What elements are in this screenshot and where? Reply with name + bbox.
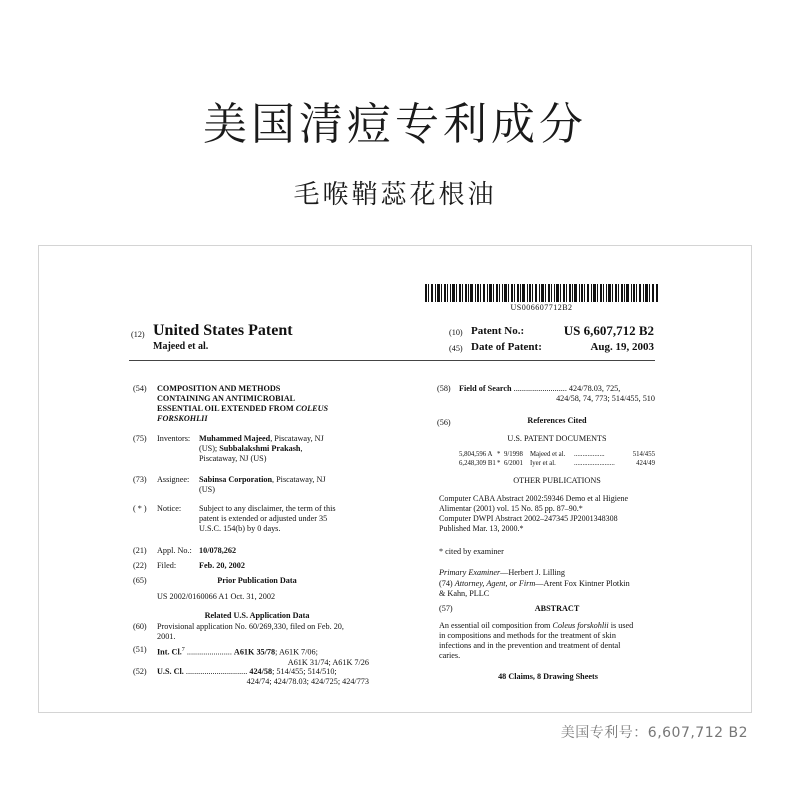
fos-text	[459, 384, 655, 404]
inventor-loc: , Piscataway, NJ	[270, 434, 324, 443]
ref-class: 424/49	[636, 460, 655, 467]
references-heading: References Cited	[527, 416, 587, 425]
reference-row	[459, 459, 655, 468]
inventors-value	[199, 434, 359, 464]
examiner-name: —Herbert J. Lilling	[500, 568, 565, 577]
references-code: (56)	[437, 418, 451, 427]
inventors-label: Inventors:	[157, 434, 191, 443]
abstract-span: An essential oil composition from	[439, 621, 551, 630]
provisional-line: 2001.	[157, 632, 176, 641]
inventor-short: Majeed et al.	[153, 341, 209, 352]
other-pub-text	[439, 494, 657, 534]
ref-name: Majeed et al.	[530, 451, 566, 458]
inventors-code: (75)	[133, 434, 147, 443]
header-code-45: (45)	[449, 344, 463, 353]
barcode-bars	[425, 284, 658, 302]
barcode	[425, 284, 658, 302]
intcl-line	[157, 645, 369, 658]
title-line: CONTAINING AN ANTIMICROBIAL	[157, 394, 296, 403]
inventor-loc: (US);	[199, 444, 218, 453]
fos-label: Field of Search	[459, 384, 512, 393]
provisional-line: Provisional application No. 60/269,330, filed on Feb. 20,	[157, 622, 344, 631]
fos-line: 424/58, 74, 773; 514/455, 510	[556, 394, 655, 403]
abstract-heading: ABSTRACT	[534, 604, 580, 613]
abstract-line: caries.	[439, 651, 461, 660]
intcl-sup: 7	[181, 647, 185, 653]
assignee-line	[199, 475, 359, 485]
ref-class: 514/455	[632, 451, 655, 458]
ref-number: 5,804,596 A	[459, 451, 493, 458]
leader-dots: ..........................	[513, 384, 567, 393]
title-line: COMPOSITION AND METHODS	[157, 384, 281, 393]
notice-code: ( * )	[133, 504, 147, 513]
ref-name: Iyer et al.	[530, 460, 556, 467]
title-line: FORSKOHLII	[157, 414, 208, 423]
other-pub-line: Alimentar (2001) vol. 15 No. 85 pp. 87–90.*	[439, 504, 583, 513]
title-line	[157, 404, 357, 414]
title-italic: COLEUS	[295, 404, 329, 413]
us-patent-docs-heading: U.S. PATENT DOCUMENTS	[507, 434, 607, 443]
intcl-code: (51)	[133, 645, 147, 654]
patent-number: US 6,607,712 B2	[563, 323, 654, 338]
abstract-text	[439, 621, 657, 661]
header-code-10: (10)	[449, 328, 463, 337]
patent-document-image	[38, 245, 752, 713]
notice-text	[199, 504, 364, 534]
claims-summary: 48 Claims, 8 Drawing Sheets	[498, 672, 598, 681]
other-pub-line: Computer CABA Abstract 2002:59346 Demo et al Higiene	[439, 494, 629, 503]
abstract-line: in compositions and methods for the treatment of skin	[439, 631, 616, 640]
notice-label: Notice:	[157, 504, 182, 513]
uscl-code: (52)	[133, 667, 147, 676]
attorney-block	[439, 579, 657, 599]
intcl-label: Int. Cl.	[157, 647, 182, 657]
appl-code: (21)	[133, 546, 147, 555]
assignee-code: (73)	[133, 475, 147, 484]
other-pub-line: Computer DWPI Abstract 2002–247345 JP2001348308	[439, 514, 618, 523]
leader-dots: ..................	[574, 451, 605, 458]
fos-line	[459, 384, 655, 394]
inventor-name: Subbalakshmi Prakash	[219, 444, 301, 453]
abstract-line: infections and in the prevention and treatment of dental	[439, 641, 621, 650]
reference-row	[459, 450, 655, 459]
uscl-value: 424/58	[249, 667, 273, 676]
ref-date: 6/2001	[504, 460, 523, 467]
uscl-label: U.S. Cl.	[157, 667, 184, 676]
other-pub-line: Published Mar. 13, 2000.*	[439, 524, 524, 533]
abstract-code: (57)	[439, 604, 453, 613]
leader-dots: ......................	[186, 647, 232, 657]
intcl-text	[157, 645, 369, 668]
notice-line: U.S.C. 154(b) by 0 days.	[199, 524, 281, 533]
inventor-line	[199, 434, 359, 444]
attorney-line: & Kahn, PLLC	[439, 589, 490, 598]
ref-star: *	[497, 460, 501, 467]
intcl-line: A61K 31/74; A61K 7/26	[287, 657, 369, 667]
inventor-line: Piscataway, NJ (US)	[199, 454, 267, 463]
reference-list	[459, 450, 655, 468]
header-code-12: (12)	[131, 330, 145, 339]
abstract-line	[439, 621, 657, 631]
page-subtitle: 毛喉鞘蕊花根油	[293, 180, 497, 210]
patent-number-caption: 美国专利号：6,607,712 B2	[560, 725, 748, 741]
assignee-value	[199, 475, 359, 495]
date-of-patent-label: Date of Patent:	[471, 341, 542, 353]
date-of-patent: Aug. 19, 2003	[590, 341, 654, 353]
appl-value: 10/078,262	[199, 546, 237, 555]
examiner-label: Primary Examiner	[439, 568, 501, 577]
title-code: (54)	[133, 384, 147, 393]
abstract-span: is used	[610, 621, 634, 630]
uscl-rest: ; 514/455; 514/510;	[272, 667, 337, 676]
filed-value: Feb. 20, 2002	[199, 561, 245, 570]
examiner-line	[439, 568, 657, 578]
assignee-line: (US)	[199, 485, 215, 494]
assignee-loc: , Piscataway, NJ	[272, 475, 326, 484]
ref-date: 9/1998	[504, 451, 523, 458]
attorney-line	[439, 579, 657, 589]
leader-dots: ..............................	[185, 667, 248, 676]
title-text: ESSENTIAL OIL EXTENDED FROM	[157, 404, 294, 413]
filed-code: (22)	[133, 561, 147, 570]
ref-number: 6,248,309 B1	[459, 460, 496, 467]
fos-value: 424/78.03, 725,	[568, 384, 621, 393]
ppd-heading: Prior Publication Data	[217, 576, 297, 585]
uscl-line	[157, 667, 369, 677]
notice-line: Subject to any disclaimer, the term of this	[199, 504, 336, 513]
filed-label: Filed:	[157, 561, 177, 570]
invention-title	[157, 384, 357, 424]
fos-code: (58)	[437, 384, 451, 393]
appl-label: Appl. No.:	[157, 546, 192, 555]
patent-no-label: Patent No.:	[471, 325, 525, 337]
inventor-line	[199, 444, 359, 454]
abstract-italic: Coleus forskohlii	[552, 621, 609, 630]
provisional-text	[157, 622, 367, 642]
leader-dots: ........................	[574, 460, 615, 467]
uscl-text	[157, 667, 369, 687]
patent-type: United States Patent	[153, 322, 293, 339]
uscl-line: 424/74; 424/78.03; 424/725; 424/773	[246, 677, 369, 686]
other-pub-heading: OTHER PUBLICATIONS	[513, 476, 601, 485]
barcode-number: US006607712B2	[510, 303, 573, 312]
inventor-name: Muhammed Majeed	[199, 434, 271, 443]
assignee-label: Assignee:	[157, 475, 190, 484]
page-title: 美国清痘专利成分	[203, 99, 587, 150]
attorney-name: —Arent Fox Kintner Plotkin	[535, 579, 630, 588]
cited-by-examiner: * cited by examiner	[439, 547, 504, 556]
ref-star: *	[497, 451, 501, 458]
ppd-code: (65)	[133, 576, 147, 585]
ppd-line: US 2002/0160066 A1 Oct. 31, 2002	[157, 592, 276, 601]
provisional-code: (60)	[133, 622, 147, 631]
header-rule	[129, 360, 655, 361]
attorney-code: (74)	[439, 579, 453, 588]
intcl-value: A61K 35/78	[233, 647, 276, 657]
attorney-label: Attorney, Agent, or Firm	[454, 579, 536, 588]
notice-line: patent is extended or adjusted under 35	[199, 514, 328, 523]
inventor-loc: ,	[300, 444, 303, 453]
intcl-rest: ; A61K 7/06;	[275, 647, 318, 657]
assignee-name: Sabinsa Corporation	[199, 475, 273, 484]
related-heading: Related U.S. Application Data	[204, 611, 310, 620]
